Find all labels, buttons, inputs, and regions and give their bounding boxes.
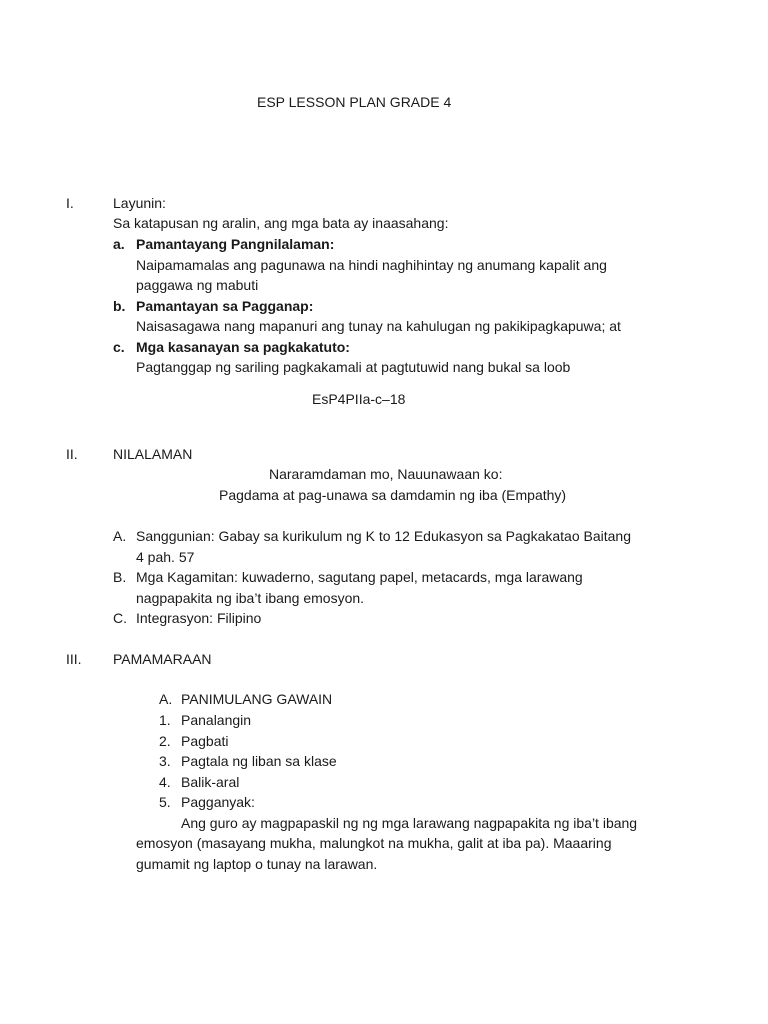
step-2-marker: 2. bbox=[159, 733, 171, 749]
item-c-label: Mga kasanayan sa pagkakatuto: bbox=[136, 339, 350, 355]
item-a-text-line-1: Naipamamalas ang pagunawa na hindi naghihintay ng anumang kapalit ang bbox=[136, 257, 607, 273]
lesson-subtitle-line-1: Nararamdaman mo, Nauunawaan ko: bbox=[269, 466, 503, 482]
subheading-marker: A. bbox=[159, 691, 173, 707]
item-B-line-1: Mga Kagamitan: kuwaderno, sagutang papel, metacards, mga larawang bbox=[136, 569, 583, 585]
step-1-marker: 1. bbox=[159, 712, 171, 728]
item-c-text-line-1: Pagtanggap ng sariling pagkakamali at pagtutuwid nang bukal sa loob bbox=[136, 359, 571, 375]
step-4-marker: 4. bbox=[159, 774, 171, 790]
step-4-text: Balik-aral bbox=[181, 774, 240, 790]
item-b-text-line-1: Naisasagawa nang mapanuri ang tunay na kahulugan ng pakikipagkapuwa; at bbox=[136, 318, 621, 334]
item-C-marker: C. bbox=[113, 610, 127, 626]
pagganyak-paragraph-line-3: gumamit ng laptop o tunay na larawan. bbox=[136, 856, 378, 872]
step-2-text: Pagbati bbox=[181, 733, 229, 749]
step-5-text: Pagganyak: bbox=[181, 794, 255, 810]
section-1-intro: Sa katapusan ng aralin, ang mga bata ay inaasahang: bbox=[113, 215, 449, 231]
step-3-text: Pagtala ng liban sa klase bbox=[181, 753, 337, 769]
item-A-line-1: Sanggunian: Gabay sa kurikulum ng K to 12 Edukasyon sa Pagkakatao Baitang bbox=[136, 528, 631, 544]
step-3-marker: 3. bbox=[159, 753, 171, 769]
item-B-line-2: nagpapakita ng iba’t ibang emosyon. bbox=[136, 590, 365, 606]
item-b-label: Pamantayan sa Pagganap: bbox=[136, 298, 314, 314]
item-a-text-line-2: paggawa ng mabuti bbox=[136, 277, 259, 293]
item-A-marker: A. bbox=[113, 528, 127, 544]
section-1-heading: Layunin: bbox=[113, 195, 166, 211]
section-3-heading: PAMAMARAAN bbox=[113, 651, 212, 667]
lesson-subtitle-line-2: Pagdama at pag-unawa sa damdamin ng iba (Empathy) bbox=[219, 487, 567, 503]
item-a-marker: a. bbox=[113, 236, 125, 252]
document-title: ESP LESSON PLAN GRADE 4 bbox=[257, 94, 452, 110]
section-3-numeral: III. bbox=[66, 651, 82, 667]
section-2-heading: NILALAMAN bbox=[113, 446, 193, 462]
pagganyak-paragraph-line-1: Ang guro ay magpapaskil ng ng mga larawang nagpapakita ng iba’t ibang bbox=[181, 815, 638, 831]
section-2-numeral: II. bbox=[66, 446, 78, 462]
competency-code: EsP4PIIa-c–18 bbox=[312, 391, 406, 407]
item-B-marker: B. bbox=[113, 569, 127, 585]
subheading-panimulang-gawain: PANIMULANG GAWAIN bbox=[181, 691, 333, 707]
step-5-marker: 5. bbox=[159, 794, 171, 810]
item-C-line-1: Integrasyon: Filipino bbox=[136, 610, 262, 626]
step-1-text: Panalangin bbox=[181, 712, 252, 728]
section-1-numeral: I. bbox=[66, 195, 74, 211]
item-b-marker: b. bbox=[113, 298, 126, 314]
item-c-marker: c. bbox=[113, 339, 125, 355]
item-a-label: Pamantayang Pangnilalaman: bbox=[136, 236, 335, 252]
item-A-line-2: 4 pah. 57 bbox=[136, 549, 195, 565]
pagganyak-paragraph-line-2: emosyon (masayang mukha, malungkot na mukha, galit at iba pa). Maaaring bbox=[136, 835, 612, 851]
